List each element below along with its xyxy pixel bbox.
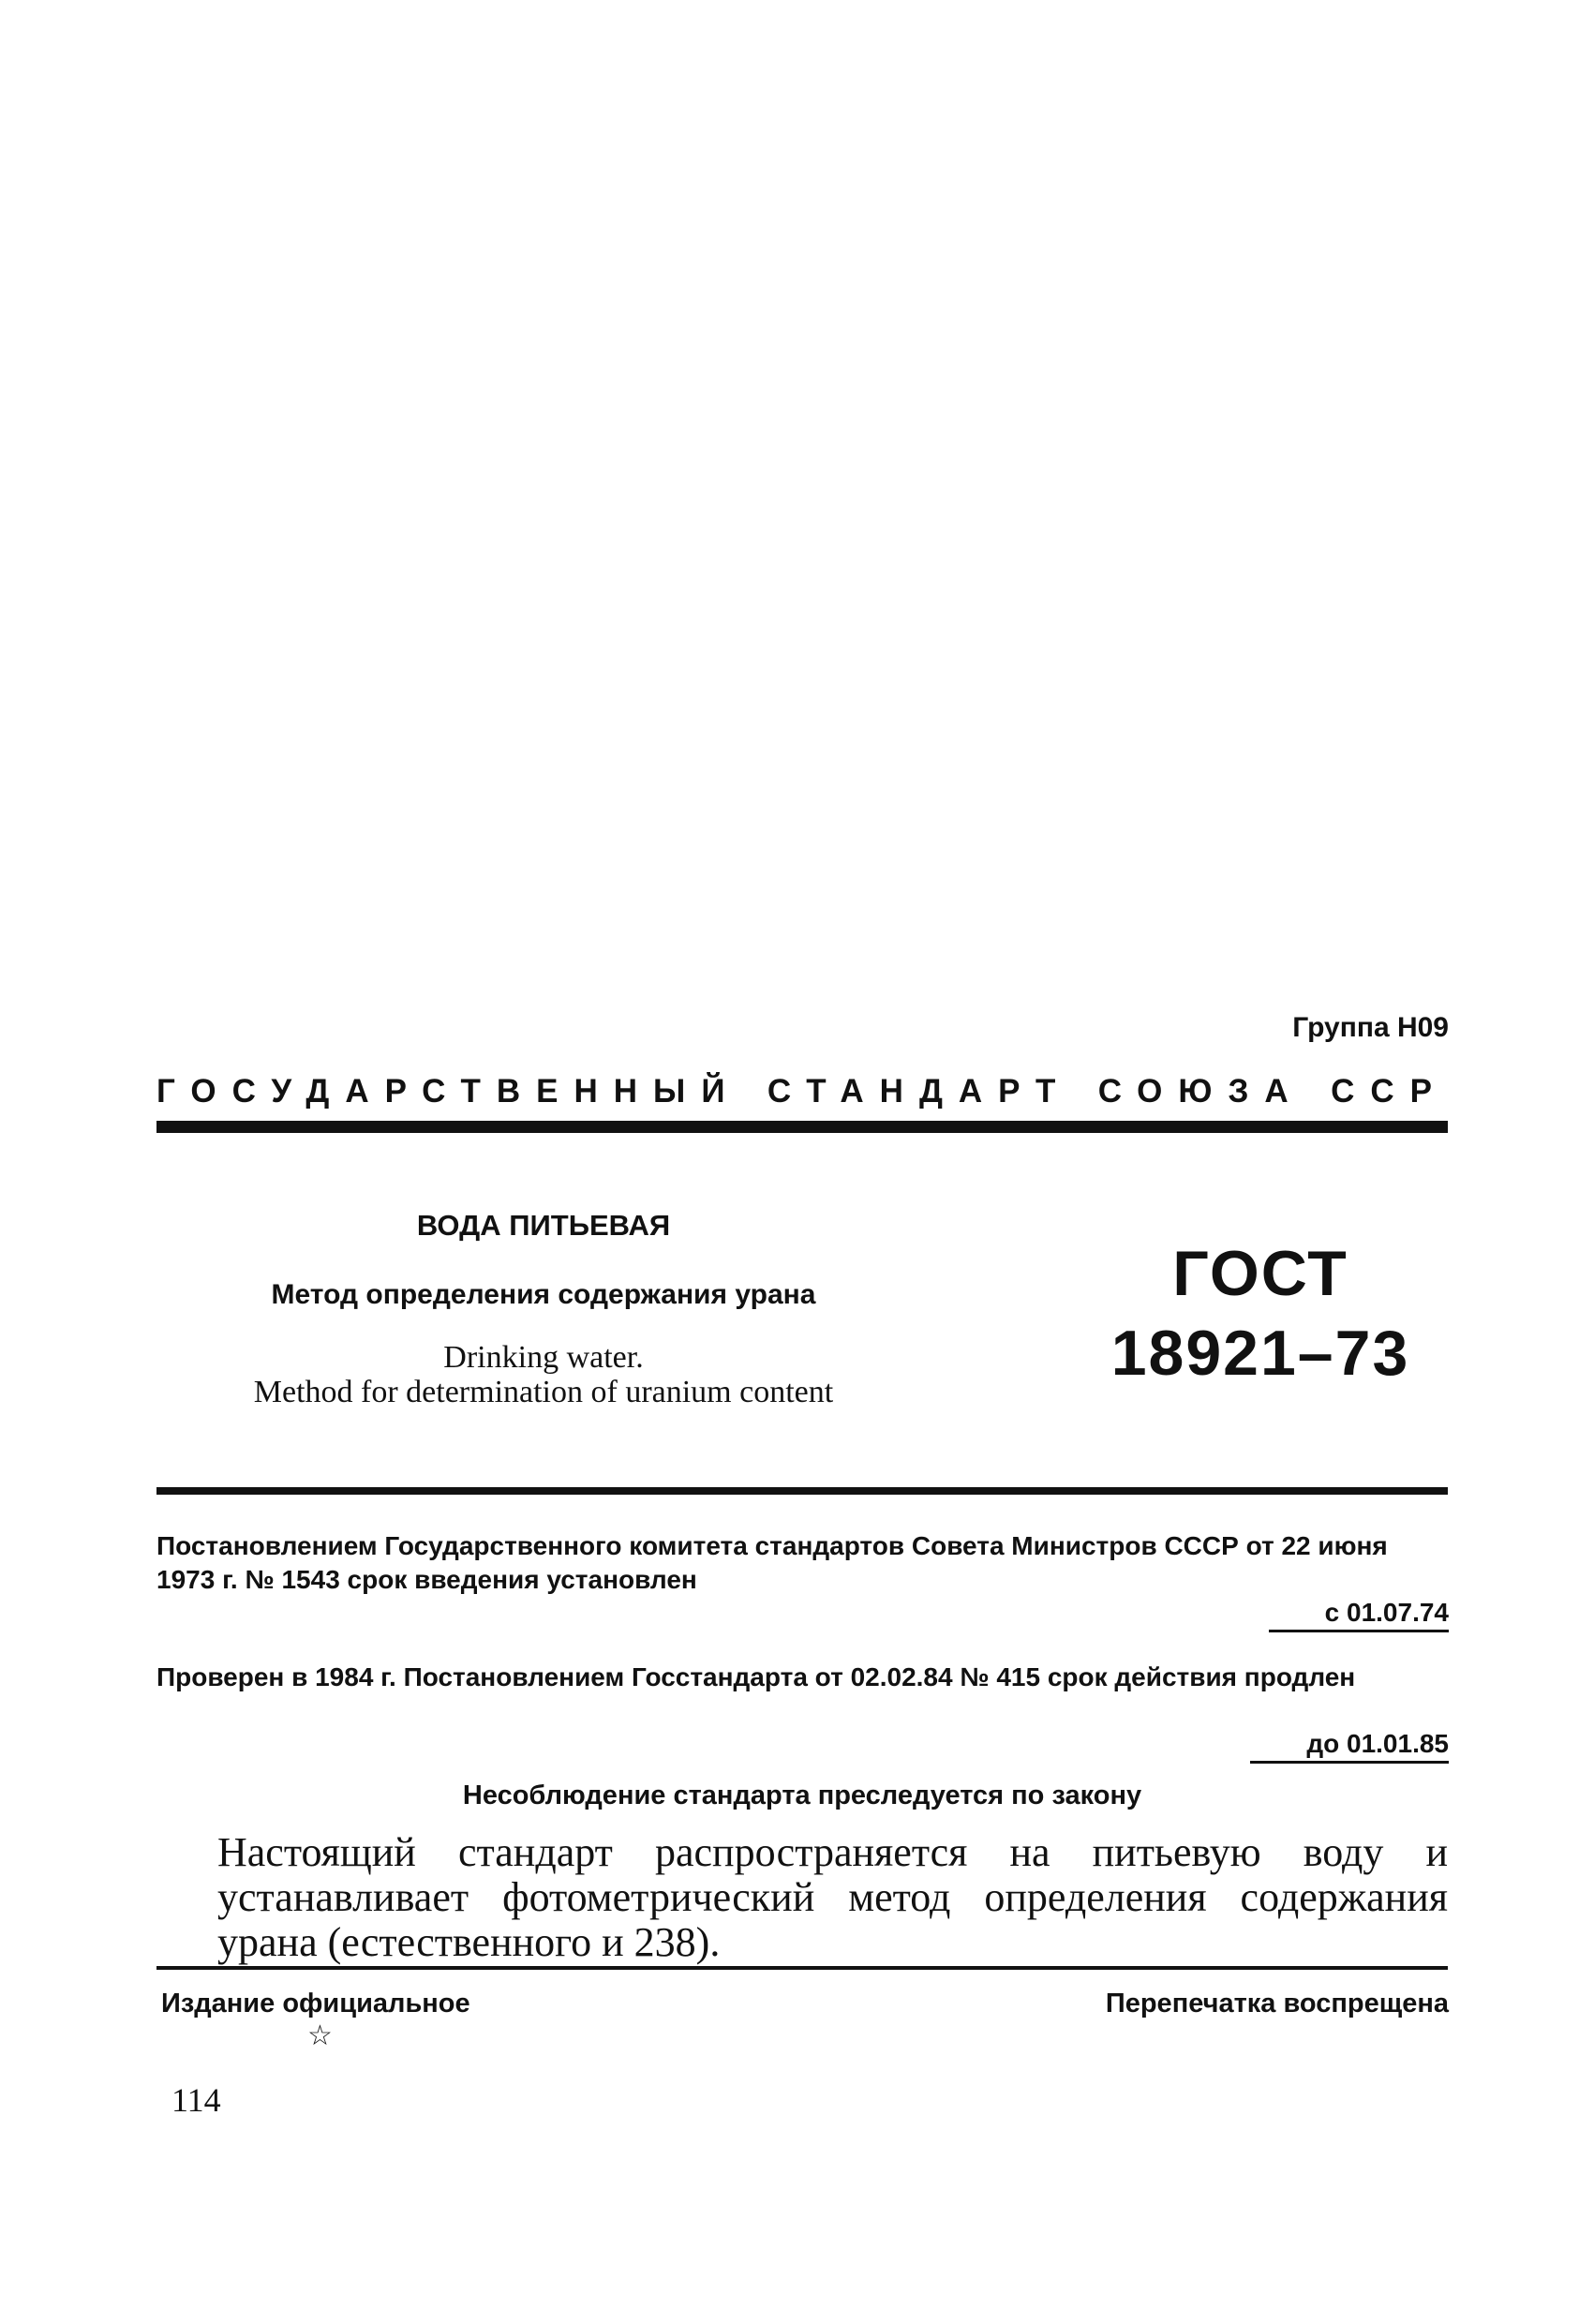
legal-warning: Несоблюдение стандарта преследуется по закону: [462, 1780, 1142, 1810]
star-icon: ☆: [307, 2020, 333, 2051]
page-number: 114: [171, 2081, 221, 2119]
gost-number: 18921–73: [1110, 1318, 1410, 1389]
resolution-text: Постановлением Государственного комитета стандартов Совета Министров СССР от 22 июня 1973 г. № 1543 срок введения установлен: [156, 1531, 1388, 1594]
official-edition: Издание официальное: [161, 1989, 470, 2019]
header-word: СОЮЗА: [1097, 1073, 1304, 1110]
header-word: ГОСУДАРСТВЕННЫЙ: [156, 1073, 741, 1110]
header-rule: [156, 1121, 1448, 1133]
header-word: СТАНДАРТ: [767, 1073, 1072, 1110]
reprint-prohibited: Перепечатка воспрещена: [1105, 1989, 1449, 2019]
title-rule: [156, 1487, 1448, 1495]
standard-header: [156, 1073, 1448, 1110]
document-subtitle: Метод определения содержания урана: [271, 1279, 816, 1310]
resolution-date: с 01.07.74: [1269, 1598, 1449, 1632]
header-word: ССР: [1331, 1073, 1448, 1110]
english-title-line2: Method for determination of uranium content: [253, 1375, 834, 1409]
footer-rule: [156, 1966, 1448, 1970]
group-code: Группа Н09: [1292, 1012, 1449, 1043]
review-date: до 01.01.85: [1250, 1729, 1449, 1764]
review-text: Проверен в 1984 г. Постановлением Госстандарта от 02.02.84 № 415 срок действия продлен: [156, 1662, 1356, 1691]
document-title: ВОДА ПИТЬЕВАЯ: [416, 1209, 671, 1242]
gost-label: ГОСТ: [1172, 1238, 1348, 1309]
body-paragraph: Настоящий стандарт распространяется на питьевую воду и устанавливает фотометрический метод определения содержания урана (естественного и 238).: [217, 1829, 1448, 1965]
english-title-line1: Drinking water.: [443, 1340, 644, 1375]
